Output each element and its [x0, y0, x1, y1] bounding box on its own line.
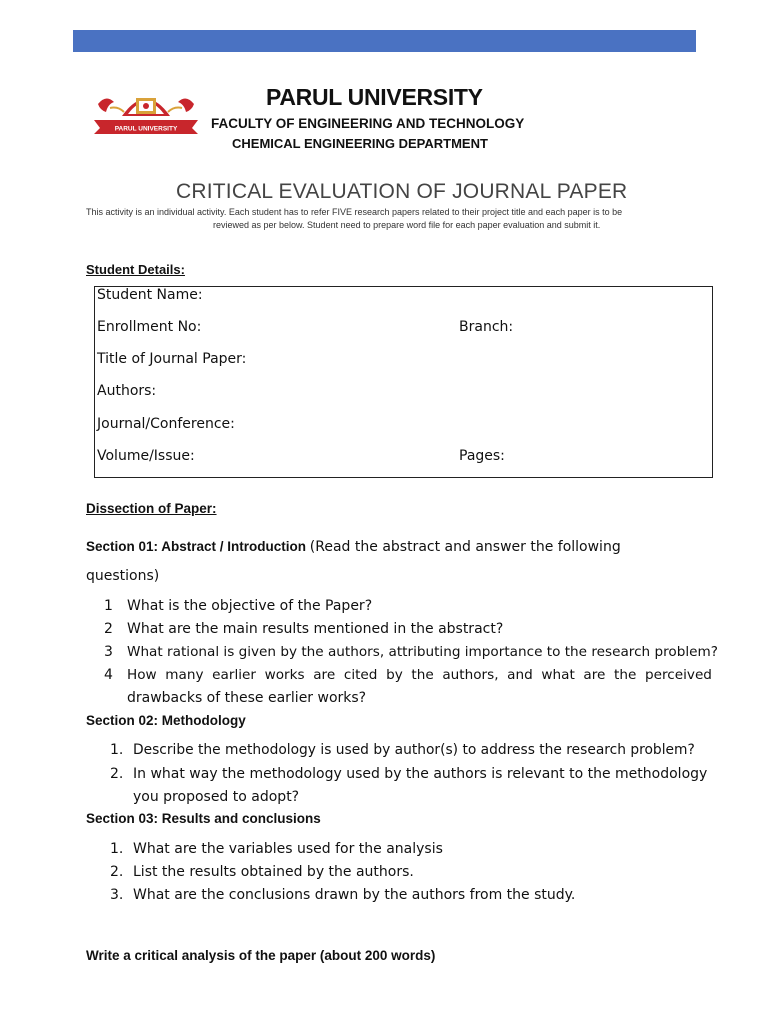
- list-item-continued: you proposed to adopt?: [133, 789, 300, 805]
- list-item-number: 3.: [110, 887, 124, 903]
- list-item-number: 2: [104, 621, 113, 637]
- student-name-label: Student Name:: [97, 287, 203, 303]
- intro-text-line-2: reviewed as per below. Student need to prepare word file for each paper evaluation and submit it.: [213, 220, 601, 230]
- list-item-number: 1.: [110, 841, 124, 857]
- list-item: What rational is given by the authors, attributing importance to the research problem?: [127, 644, 718, 660]
- list-item: What are the variables used for the analysis: [133, 841, 443, 857]
- list-item-continued: drawbacks of these earlier works?: [127, 690, 367, 706]
- list-item: In what way the methodology used by the authors is relevant to the methodology: [133, 766, 708, 782]
- list-item: What are the main results mentioned in the abstract?: [127, 621, 504, 637]
- section-01-title: Section 01: Abstract / Introduction: [86, 539, 307, 554]
- student-details-heading: Student Details:: [86, 262, 185, 277]
- university-name: PARUL UNIVERSITY: [266, 84, 483, 110]
- critical-analysis-prompt: Write a critical analysis of the paper (about 200 words): [86, 948, 436, 963]
- logo-banner-text: PARUL UNIVERSITY: [114, 125, 178, 133]
- list-item-number: 3: [104, 644, 113, 660]
- list-item-number: 1: [104, 598, 113, 614]
- list-item: How many earlier works are cited by the authors, and what are the perceived: [127, 667, 712, 683]
- section-01-note-continued: questions): [86, 568, 160, 584]
- pages-label: Pages:: [459, 448, 505, 464]
- list-item-number: 4: [104, 667, 113, 683]
- section-02-heading: Section 02: Methodology: [86, 713, 246, 728]
- section-01-heading: [86, 539, 621, 555]
- list-item-number: 2.: [110, 766, 124, 782]
- volume-label: Volume/Issue:: [97, 448, 195, 464]
- section-01-note: (Read the abstract and answer the following: [309, 539, 621, 555]
- dissection-heading: Dissection of Paper:: [86, 501, 217, 516]
- intro-text-line-1: This activity is an individual activity. Each student has to refer FIVE research papers related to their project title and each paper is to be: [86, 207, 623, 217]
- list-item-number: 1.: [110, 742, 124, 758]
- branch-label: Branch:: [459, 319, 514, 335]
- paper-title-label: Title of Journal Paper:: [97, 351, 247, 367]
- journal-label: Journal/Conference:: [97, 416, 235, 432]
- faculty-name: FACULTY OF ENGINEERING AND TECHNOLOGY: [211, 116, 525, 131]
- list-item: What is the objective of the Paper?: [127, 598, 373, 614]
- department-name: CHEMICAL ENGINEERING DEPARTMENT: [232, 136, 488, 151]
- header-color-bar: [73, 30, 696, 52]
- enrollment-label: Enrollment No:: [97, 319, 202, 335]
- list-item: What are the conclusions drawn by the authors from the study.: [133, 887, 576, 903]
- document-title: CRITICAL EVALUATION OF JOURNAL PAPER: [176, 180, 628, 203]
- university-logo: [92, 86, 200, 136]
- list-item: List the results obtained by the authors.: [133, 864, 414, 880]
- list-item-number: 2.: [110, 864, 124, 880]
- authors-label: Authors:: [97, 383, 157, 399]
- section-03-heading: Section 03: Results and conclusions: [86, 811, 321, 826]
- list-item: Describe the methodology is used by author(s) to address the research problem?: [133, 742, 695, 758]
